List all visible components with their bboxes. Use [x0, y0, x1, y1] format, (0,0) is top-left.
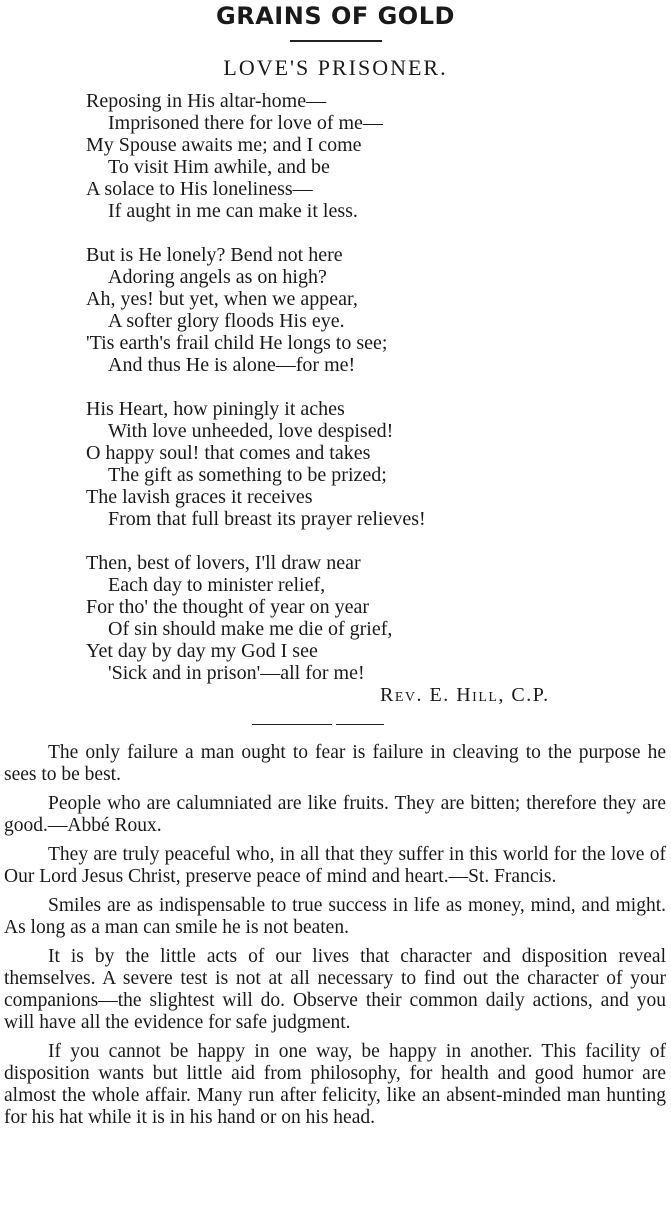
poem-line: For tho' the thought of year on year	[86, 596, 369, 618]
poem-stanza	[86, 244, 646, 376]
poem-stanza	[86, 552, 646, 684]
poem-line: O happy soul! that comes and takes	[86, 442, 371, 464]
maxims-section	[4, 742, 666, 1136]
poem-attribution-text: Rev. E. Hill, C.P.	[380, 684, 550, 706]
poem-line: The lavish graces it receives	[86, 486, 313, 508]
poem-line: Of sin should make me die of grief,	[108, 618, 393, 640]
poem-line: A softer glory floods His eye.	[108, 310, 345, 332]
poem-line: 'Tis earth's frail child He longs to see;	[86, 332, 388, 354]
poem-line: A solace to His loneliness—	[86, 178, 313, 200]
poem-line: My Spouse awaits me; and I come	[86, 134, 362, 156]
maxim-paragraph: They are truly peaceful who, in all that they suffer in this world for the love of Our Lord Jesus Christ, preserve peace of mind and heart.—St. Francis.	[4, 844, 666, 887]
poem-line: Each day to minister relief,	[108, 574, 326, 596]
maxim-paragraph: Smiles are as indispensable to true success in life as money, mind, and might. As long as a man can smile he is not beaten.	[4, 895, 666, 938]
section-divider-right	[336, 724, 384, 725]
poem-line: Adoring angels as on high?	[108, 266, 327, 288]
poem-line: The gift as something to be prized;	[108, 464, 387, 486]
maxim-paragraph: The only failure a man ought to fear is failure in cleaving to the purpose he sees to be best.	[4, 742, 666, 785]
poem-line: From that full breast its prayer relieves!	[108, 508, 426, 530]
poem-line: Yet day by day my God I see	[86, 640, 318, 662]
heading-divider	[290, 40, 382, 42]
column-heading: GRAINS OF GOLD	[216, 2, 455, 30]
maxim-paragraph: People who are calumniated are like fruits. They are bitten; therefore they are good.—Abbé Roux.	[4, 793, 666, 836]
poem-stanza	[86, 90, 646, 222]
poem-line: With love unheeded, love despised!	[108, 420, 394, 442]
poem-line: But is He lonely? Bend not here	[86, 244, 343, 266]
poem-line: To visit Him awhile, and be	[108, 156, 330, 178]
poem-line: If aught in me can make it less.	[108, 200, 358, 222]
poem-stanza	[86, 398, 646, 530]
poem-line: Ah, yes! but yet, when we appear,	[86, 288, 358, 310]
section-divider-left	[252, 724, 332, 725]
poem-line: His Heart, how piningly it aches	[86, 398, 345, 420]
poem-line: Then, best of lovers, I'll draw near	[86, 552, 361, 574]
poem	[86, 90, 646, 706]
poem-line: And thus He is alone—for me!	[108, 354, 356, 376]
poem-title: LOVE'S PRISONER.	[223, 55, 448, 80]
poem-attribution	[380, 684, 550, 707]
poem-line: Reposing in His altar-home—	[86, 90, 327, 112]
poem-line: 'Sick and in prison'—all for me!	[108, 662, 365, 684]
maxim-paragraph: If you cannot be happy in one way, be happy in another. This facility of disposition wants but little aid from philosophy, for health and good humor are almost the whole affair. Many run after felicity, like an absent-minded man hunting for his hat while it is in his hand or on his head.	[4, 1041, 666, 1128]
poem-line: Imprisoned there for love of me—	[108, 112, 383, 134]
maxim-paragraph: It is by the little acts of our lives that character and disposition reveal themselves. A severe test is not at all necessary to find out the character of your companions—the slightest will do. Observe their common daily actions, and you will have all the evidence for safe judgment.	[4, 946, 666, 1033]
